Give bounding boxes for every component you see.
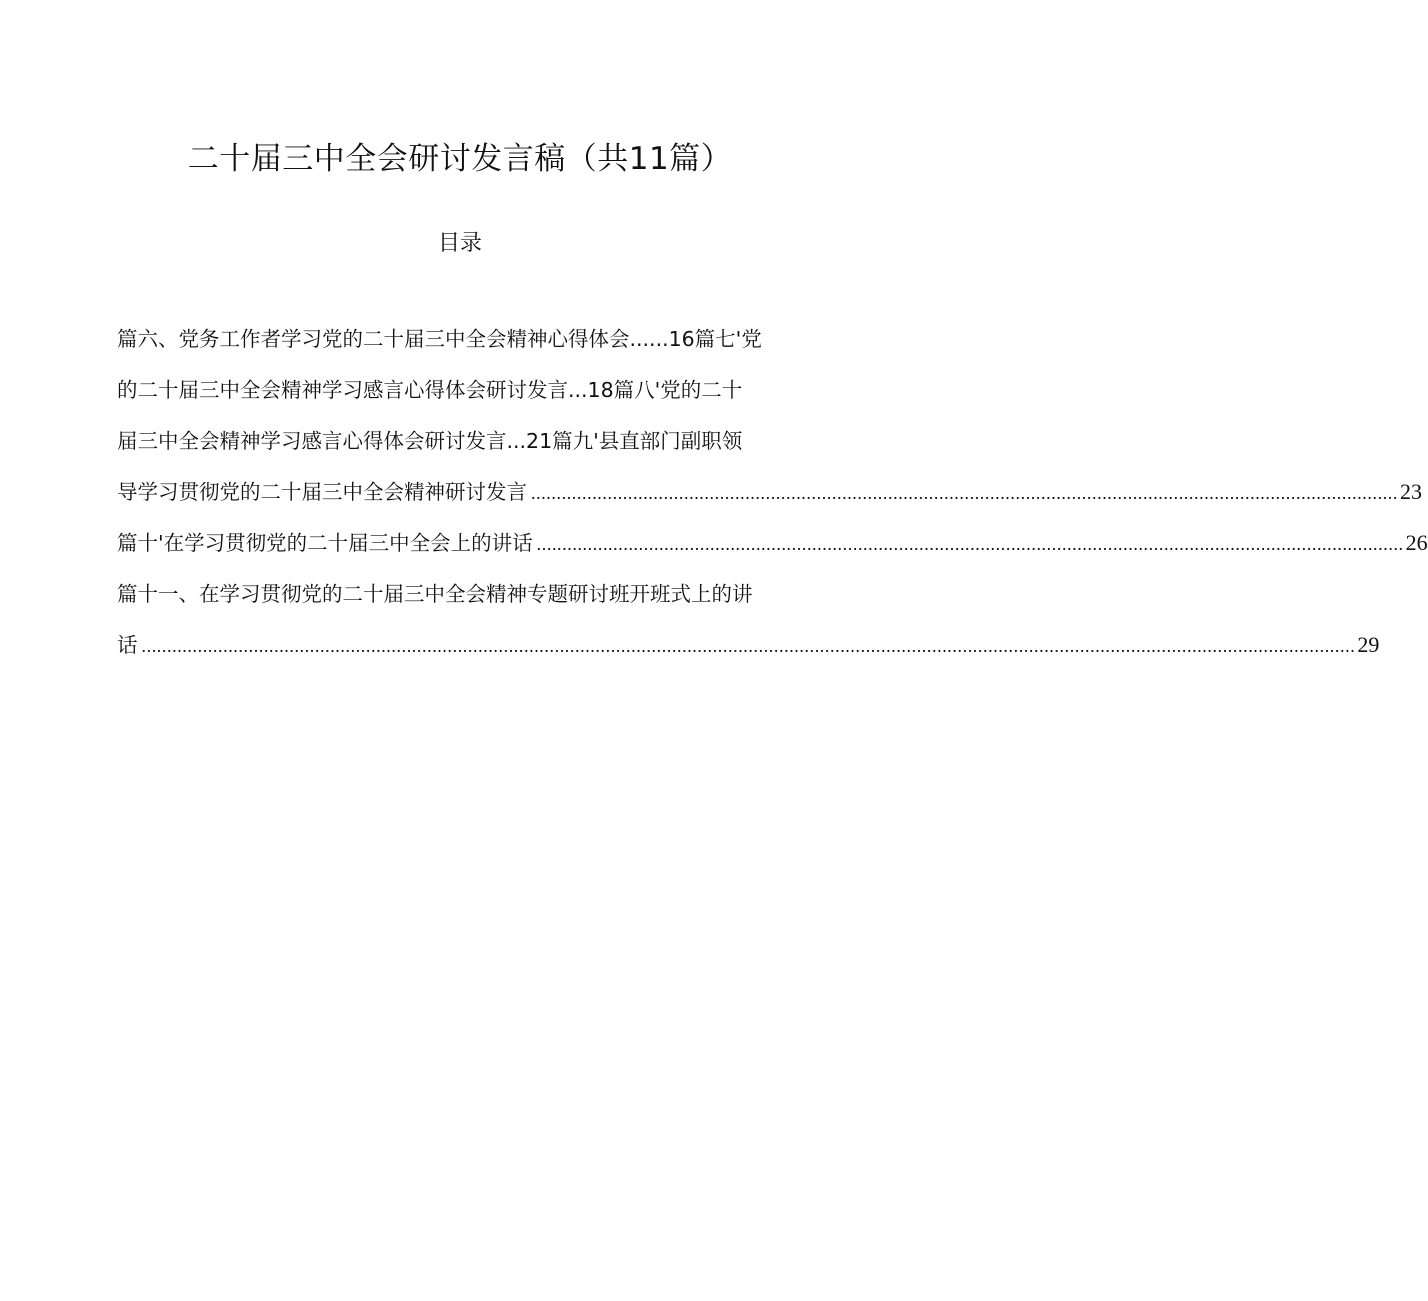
toc-heading: 目录 [437,231,482,256]
toc-line[interactable] [117,573,829,615]
toc-page-number: 23 [1400,479,1422,504]
toc-entry-title: 篇十一、在学习贯彻党的二十届三中全会精神专题研讨班开班式上的讲 [117,582,753,606]
toc-line [117,318,829,360]
toc-line [117,369,829,411]
toc-line [117,420,829,462]
toc-entry[interactable] [117,522,1428,564]
toc-entry-title: 篇十'在学习贯彻党的二十届三中全会上的讲话 [117,531,533,555]
document-title: 二十届三中全会研讨发言稿（共11篇） [187,141,733,177]
toc-page-number: 29 [1357,632,1380,657]
toc-entry-title: 话 [117,633,138,657]
dot-leader: .......................................................................................................................................................................... [531,483,1398,503]
toc-line-text: 届三中全会精神学习感言心得体会研讨发言...21篇九'县直部门副职领 [117,429,743,453]
toc-line-text: 篇六、党务工作者学习党的二十届三中全会精神心得体会......16篇七'党 [117,327,762,351]
toc-line-text: 的二十届三中全会精神学习感言心得体会研讨发言...18篇八'党的二十 [117,378,743,402]
toc-entry-title: 导学习贯彻党的二十届三中全会精神研讨发言 [117,480,527,504]
toc-entry[interactable] [117,471,1422,513]
dot-leader: .......................................................................................................................................................................... [536,534,1404,554]
table-of-contents [117,318,1428,666]
toc-page-number: 26 [1405,530,1428,555]
dot-leader: .............................................................................................................................................................................................................................................. [141,636,1356,656]
toc-entry[interactable] [117,624,1380,666]
